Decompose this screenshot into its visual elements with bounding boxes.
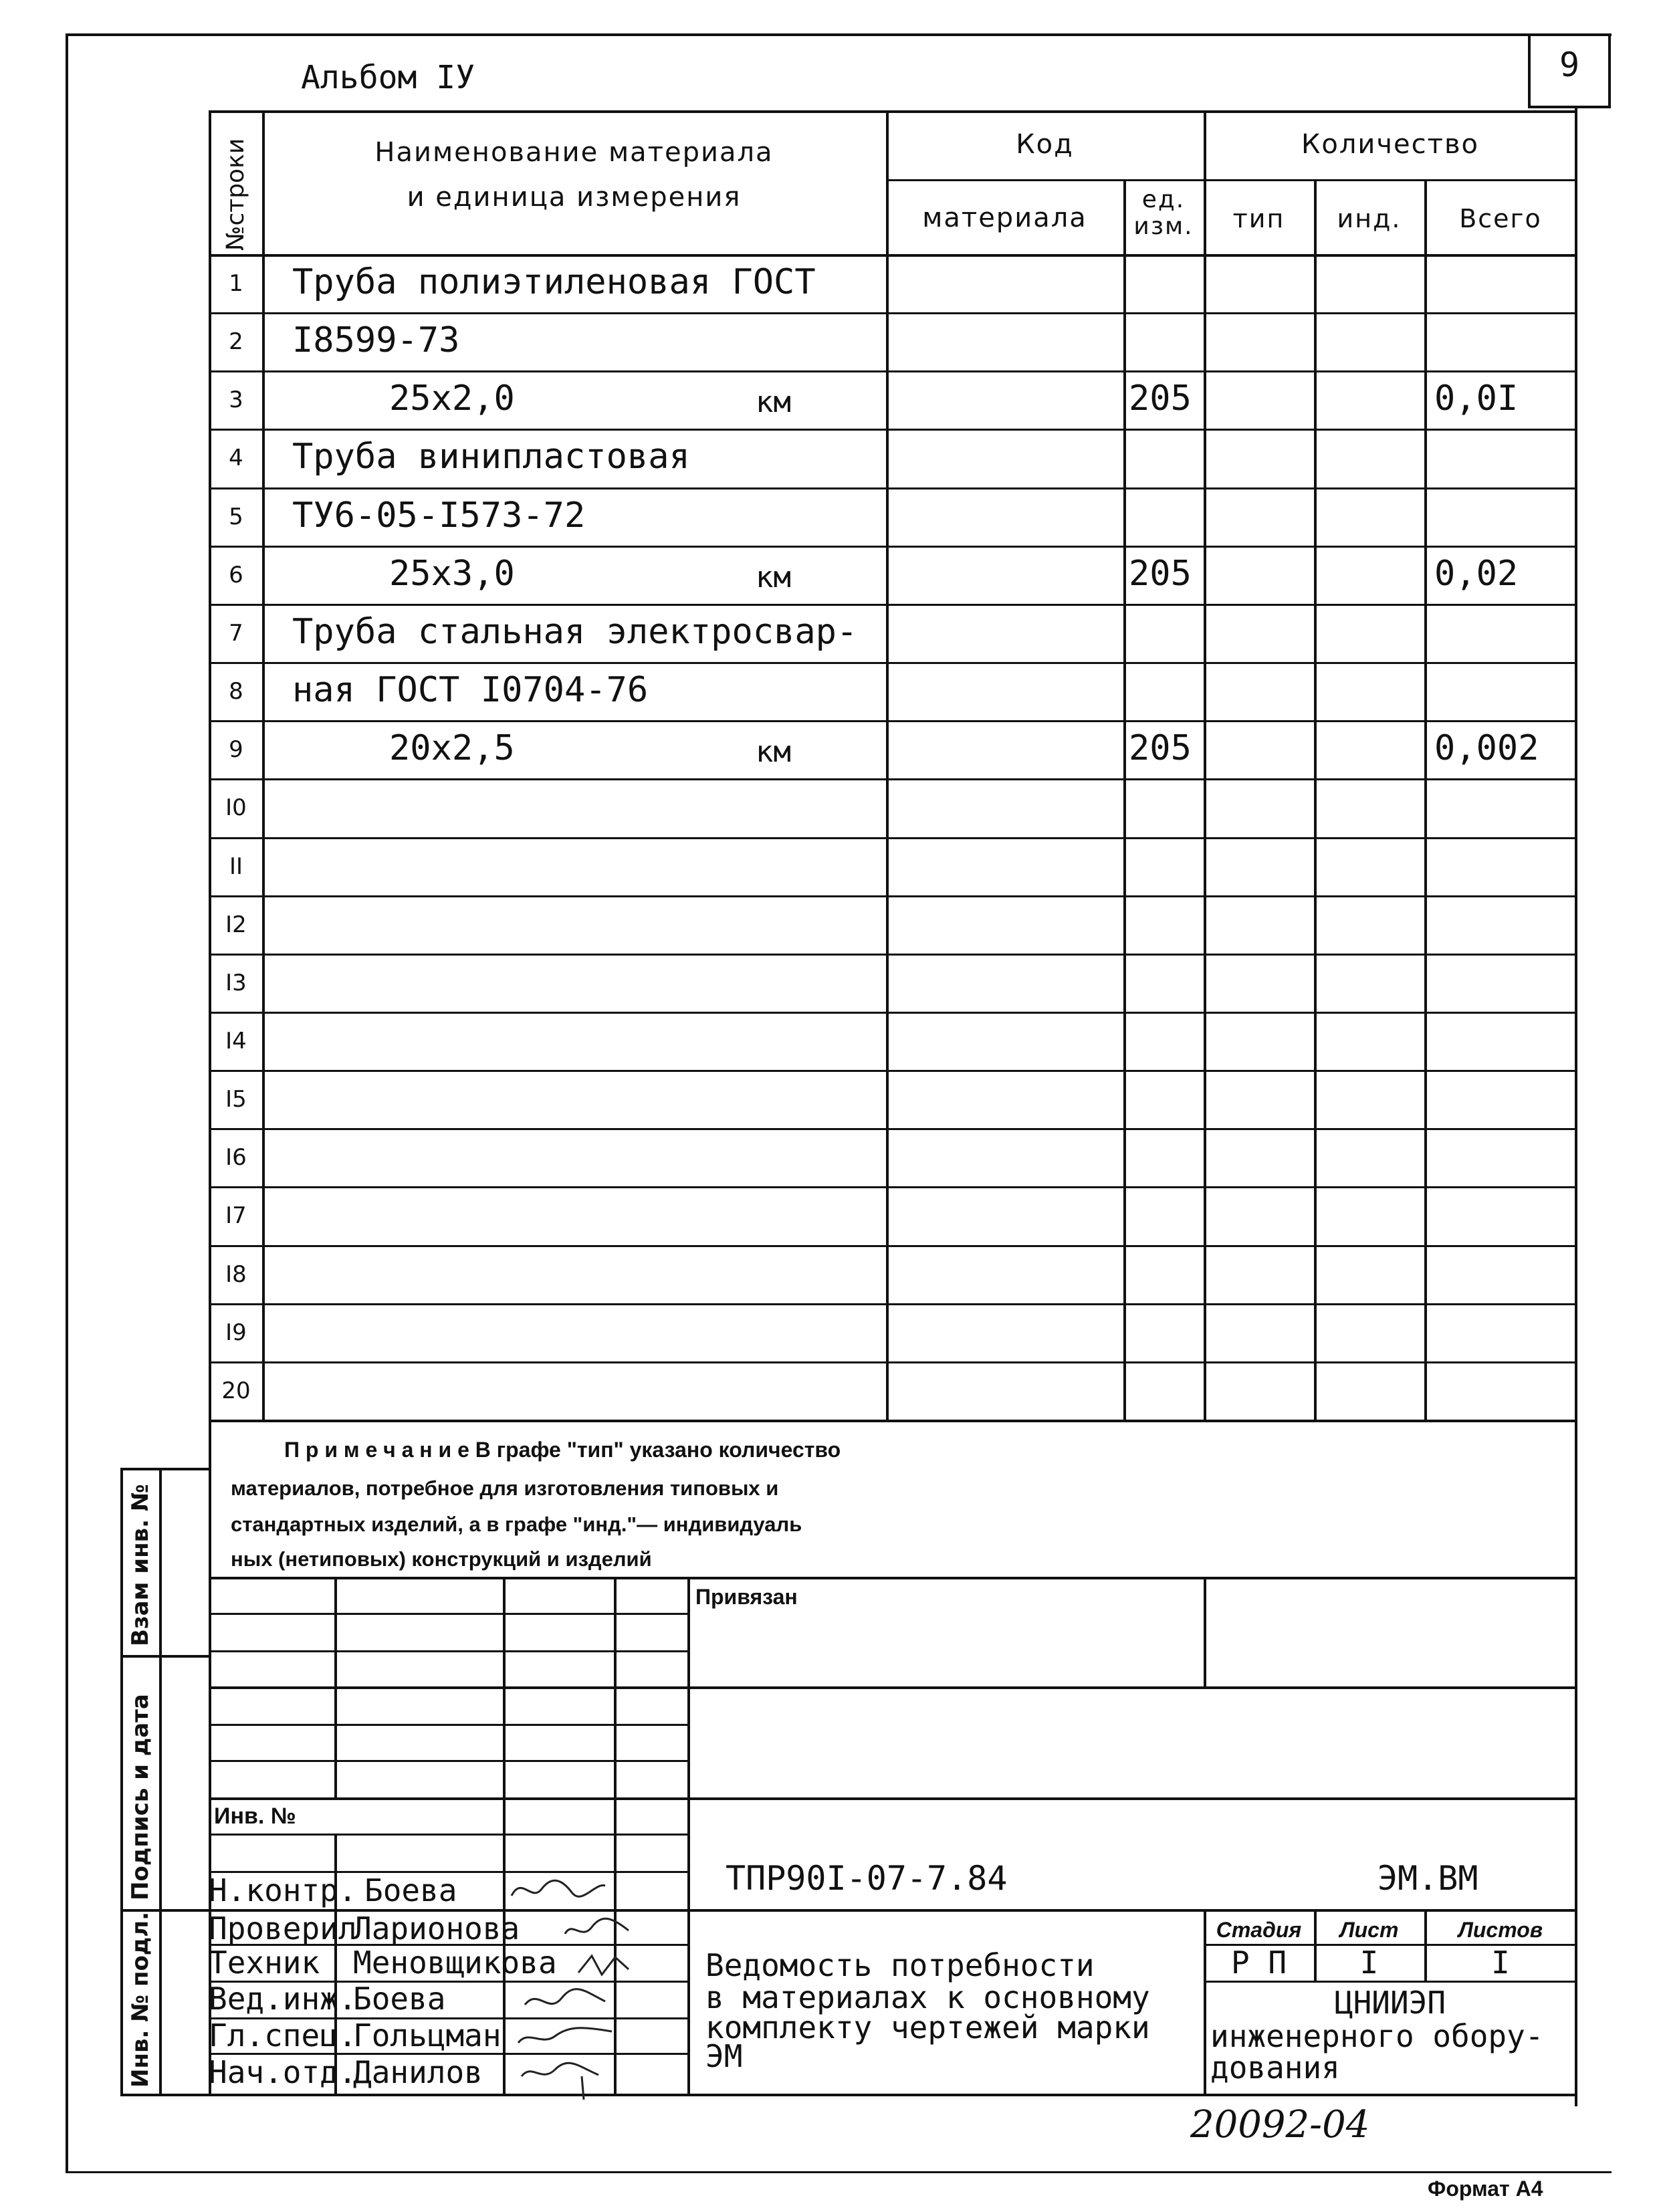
note-line-1: П р и м е ч а н и е В графе "тип" указано количество [284,1438,841,1462]
org-line3: дования [1210,2050,1340,2086]
table-row [0,487,1659,546]
row-number: I8 [225,1261,247,1288]
page-number: 9 [1559,45,1580,84]
table-row [0,895,1659,954]
table-row [0,778,1659,837]
row-number: 2 [229,328,243,355]
table-row [0,1128,1659,1186]
note-line-2: материалов, потребное для изготовления типовых и [231,1476,779,1500]
row-number: I7 [225,1202,247,1229]
row-unit: км [756,560,791,594]
role-person: Боева [364,1872,457,1908]
row-number: 9 [229,736,243,763]
role-title: Нач.отд. [209,2054,357,2090]
header-name-line2: и единица измерения [407,182,742,213]
row-name: Труба винипластовая [292,437,690,477]
table-row [0,1303,1659,1361]
role-title: Проверил [209,1910,357,1947]
row-number: I2 [225,911,247,938]
doc-title-line4: ЭМ [705,2038,743,2074]
side-strip-bottom [120,2094,210,2096]
row-unit: км [756,385,791,419]
row-name: ТУ6-05-I573-72 [292,495,586,536]
row-number: 7 [229,620,243,647]
row-name: ная ГОСТ I0704-76 [292,670,649,710]
row-number: I9 [225,1319,247,1346]
tb-col-1 [334,1577,337,1797]
table-row [0,604,1659,662]
tb-line-e [209,1760,690,1762]
table-row [0,312,1659,370]
tb-line-g [209,1834,690,1836]
row-total: 0,0I [1434,378,1519,419]
row-name: Труба полиэтиленовая ГОСТ [292,262,816,302]
table-row [0,1245,1659,1303]
role-person: Гольцман [353,2017,502,2054]
table-row [0,1012,1659,1070]
header-qty-ind: инд. [1337,204,1402,233]
org-line2: инженерного обору- [1210,2018,1544,2054]
org-line1: ЦНИИЭП [1334,1985,1446,2021]
row-total: 0,02 [1434,554,1519,594]
table-row [0,1361,1659,1420]
signature-2 [562,1914,635,1950]
table-row [0,429,1659,487]
header-code: Код [1016,129,1074,160]
row-name: 20х2,5 [389,728,515,768]
tb-line-c [209,1686,1577,1689]
stage-label: Стадия [1216,1918,1302,1942]
tb-stage-line2 [1204,1981,1577,1983]
tb-col-4 [687,1577,690,2094]
doc-title-line2: в материалах к основному [705,1979,1150,2015]
note-line-3: стандартных изделий, а в графе "инд."— индивидуаль [231,1513,802,1536]
role-title: Гл.спец. [209,2017,357,2054]
inv-no-label: Инв. № [214,1803,296,1829]
role-person: Данилов [353,2054,483,2090]
frame-bottom [67,2171,1612,2173]
signature-6 [518,2056,605,2109]
row-number: I0 [225,794,247,821]
privyazan-label: Привязан [695,1585,798,1609]
doc-mark: ЭМ.ВМ [1377,1859,1478,1898]
signature-4 [522,1985,609,2023]
table-top [209,110,1577,113]
format-label: Формат А4 [1428,2177,1543,2201]
album-label: Альбом IУ [301,59,475,96]
tb-line-bottom [209,2094,1577,2096]
header-code-material: материала [922,203,1087,233]
row-number: 1 [229,270,243,297]
row-name: Труба стальная электросвар- [292,612,858,652]
side-strip-top [120,1468,210,1470]
table-row [0,254,1659,312]
doc-title-line3: комплекту чертежей марки [705,2009,1150,2045]
role-person: Боева [353,1981,446,2017]
doc-code: ТПР90I-07-7.84 [726,1859,1008,1898]
sheet-value: I [1359,1945,1379,1981]
row-number: I4 [225,1028,247,1055]
role-title: Техник [209,1945,320,1981]
sheets-value: I [1491,1945,1510,1981]
header-qty-total: Всего [1459,204,1542,233]
doc-title-line1: Ведомость потребности [705,1947,1095,1983]
side-strip-left [120,1468,123,2096]
signature-3 [575,1949,635,1985]
table-row [0,720,1659,778]
row-number: I6 [225,1144,247,1171]
stage-value: Р П [1230,1945,1287,1981]
table-row [0,1070,1659,1128]
tb-line-a [209,1613,690,1615]
header-qty-type: тип [1232,204,1285,233]
row-code: 205 [1129,378,1192,419]
page-box-bottom [1528,106,1611,108]
row-name: 25х2,0 [389,378,515,419]
role-title: Н.контр. [209,1872,357,1908]
side-label-vzam: Взам инв. № [127,1484,154,1646]
row-number: 3 [229,386,243,413]
header-row-no: №строки [222,138,249,251]
row-number: 4 [229,445,243,471]
tb-line-privyazan [209,1577,1577,1579]
tb-line-f [209,1797,1577,1800]
note-line-4: ных (нетиповых) конструкций и изделий [231,1547,652,1571]
row-code: 205 [1129,554,1192,594]
sheet-label: Лист [1339,1918,1399,1942]
side-label-podpis: Подпись и дата [127,1694,154,1900]
side-label-inv-podl: Инв. № подл. [127,1911,154,2088]
table-row [0,662,1659,720]
row-code: 205 [1129,728,1192,768]
signature-5 [515,2019,615,2058]
header-code-unit-2: изм. [1133,213,1194,240]
frame-top [67,33,1612,36]
header-quantity: Количество [1301,129,1479,160]
row-number: I3 [225,970,247,996]
tb-col-3 [614,1577,617,2094]
row-number: I5 [225,1086,247,1113]
table-row [0,1186,1659,1244]
sheets-label: Листов [1458,1918,1543,1942]
table-row [0,837,1659,895]
row-total: 0,002 [1434,728,1539,768]
header-code-unit-1: ед. [1141,186,1186,213]
table-row [0,546,1659,604]
handwritten-number: 20092-04 [1190,2103,1370,2146]
role-person: Меновщикова [353,1945,557,1981]
row-number: 5 [229,504,243,530]
signature-1 [508,1872,609,1912]
side-strip-mid [159,1468,162,2096]
row-name: 25х3,0 [389,554,515,594]
table-row [0,370,1659,429]
row-name: I8599-73 [292,320,460,360]
row-number: 8 [229,678,243,705]
tb-col-2 [503,1577,506,2094]
role-title: Вед.инж. [209,1981,357,2017]
tb-col-privyazan [1204,1577,1206,1686]
tb-line-b [209,1650,690,1652]
table-bottom [209,1420,1577,1422]
header-sub-divider [886,179,1577,181]
tb-line-d [209,1724,690,1726]
side-strip-div1 [120,1655,210,1658]
row-number: II [229,853,243,880]
row-number: 6 [229,562,243,588]
table-row [0,954,1659,1012]
role-person: Ларионова [353,1910,520,1947]
row-number: 20 [221,1377,251,1404]
header-name-line1: Наименование материала [374,137,774,168]
row-unit: км [756,735,791,769]
